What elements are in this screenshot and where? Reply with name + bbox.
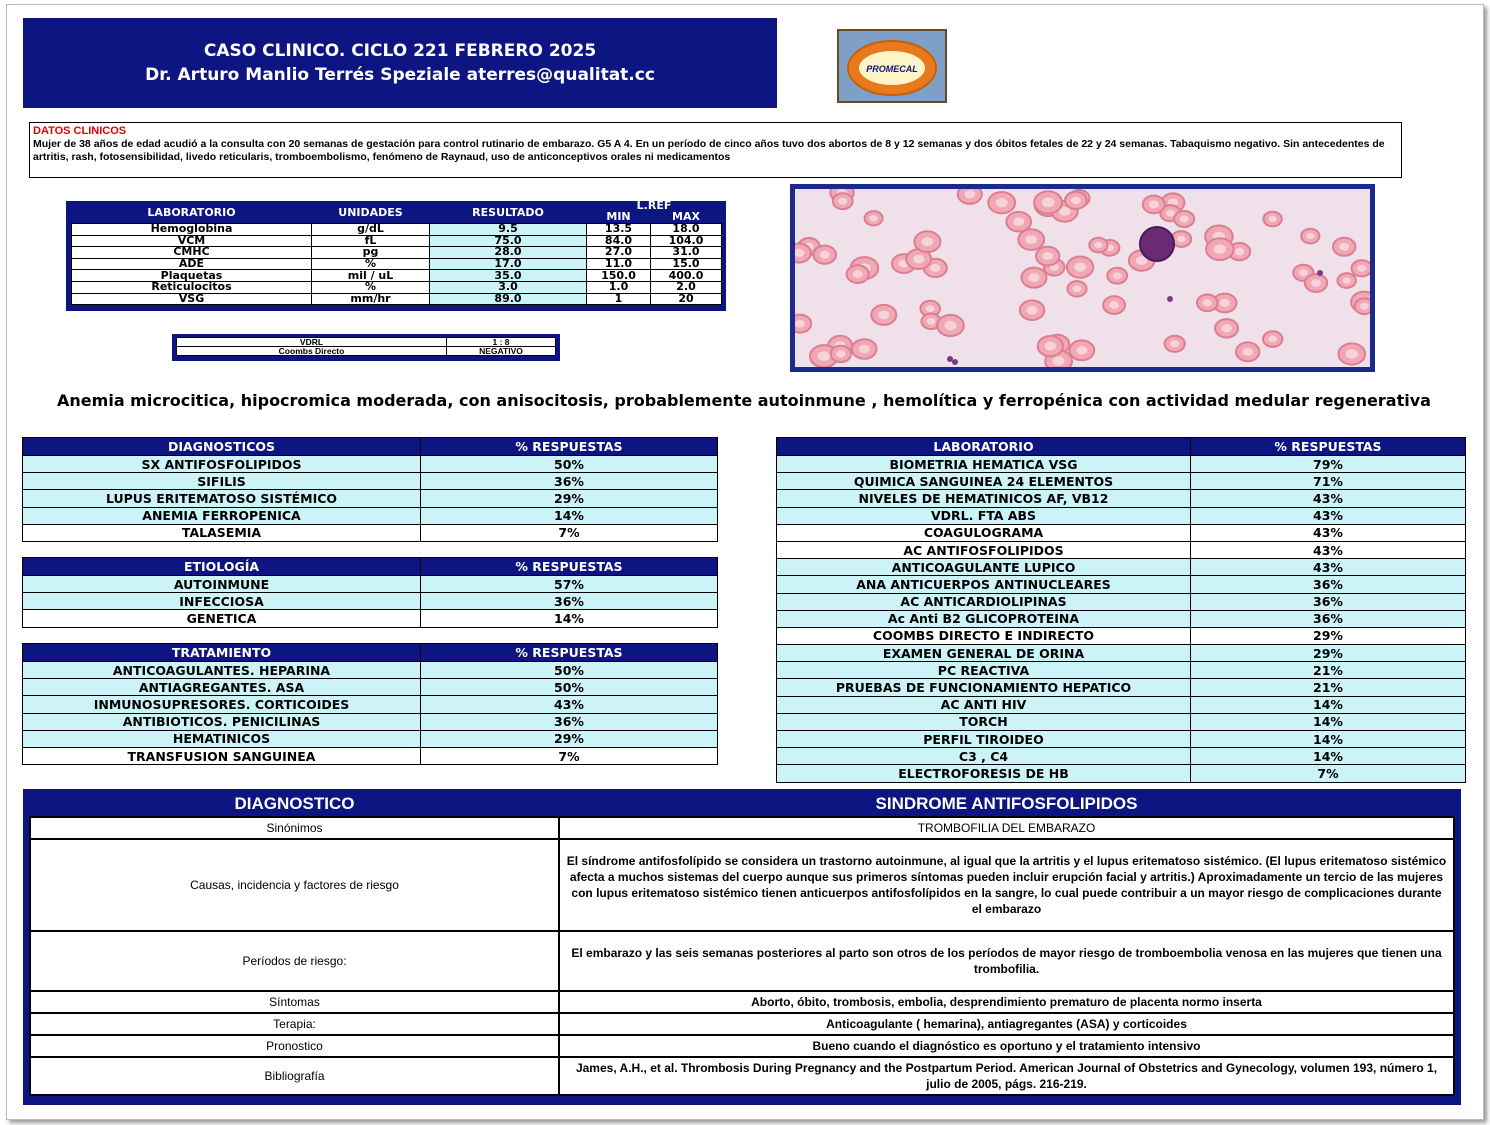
lab-max: 104.0 (651, 235, 722, 247)
diagnostico-label: Causas, incidencia y factores de riesgo (30, 839, 559, 931)
lab-name: CMHC (72, 247, 312, 259)
lab-min: 150.0 (587, 270, 651, 282)
laboratorio-row (777, 456, 1466, 473)
laboratorio-pct: 43% (1191, 541, 1466, 558)
diagnosticos-rows (23, 456, 718, 542)
lab-results-table (71, 201, 722, 305)
red-cell-pallor (838, 198, 847, 205)
laboratorio-label: AC ANTIFOSFOLIPIDOS (777, 541, 1191, 558)
diagnostico-value: El embarazo y las seis semanas posteriores al parto son otros de los períodos de mayor riesgo de tromboembolia venosa en las mujeres que tienen una trombofilia. (559, 931, 1454, 991)
laboratorio-label: PERFIL TIROIDEO (777, 731, 1191, 748)
tratamiento-row (23, 679, 718, 696)
laboratorio-pct: 14% (1191, 696, 1466, 713)
diagnosticos-row (23, 524, 718, 541)
laboratorio-pct: 43% (1191, 559, 1466, 576)
etiologia-label: INFECCIOSA (23, 593, 421, 610)
lab-result: 9.5 (430, 224, 587, 236)
red-cell-pallor (1180, 216, 1189, 223)
etiologia-pct: 36% (421, 593, 718, 610)
serology-row (177, 347, 556, 356)
lymphocyte (1140, 227, 1174, 261)
diagnosticos-section (22, 437, 718, 542)
laboratorio-row (777, 765, 1466, 782)
laboratorio-pct: 79% (1191, 456, 1466, 473)
syndrome-header: SINDROME ANTIFOSFOLIPIDOS (875, 794, 1138, 813)
laboratorio-row (777, 490, 1466, 507)
laboratorio-row (777, 645, 1466, 662)
platelet (952, 359, 958, 365)
laboratorio-header: LABORATORIO (777, 438, 1191, 456)
laboratorio-label: PC REACTIVA (777, 662, 1191, 679)
diagnostico-value: El síndrome antifosfolípido se considera un trastorno autoinmune, al igual que la artritis y el lupus eritematoso sistémico. (El lupus eritematoso sistémico afecta a muchos sistemas del cuerpo aunque sus primeros síntomas pueden incluir erupción facial y artritis.) Aproximadamente un tercio de las mujeres con lupus eritematoso sistémico tienen anticuerpos antifosfolípidos en la sangre, lo cual puede contribuir a un mayor riesgo de complicaciones durante el embarazo (559, 839, 1454, 931)
serology-name: Coombs Directo (177, 347, 447, 356)
etiologia-rows (23, 576, 718, 628)
tratamiento-pct: 50% (421, 662, 718, 679)
laboratorio-section (776, 437, 1466, 783)
red-cell-pallor (1113, 272, 1122, 279)
red-cell-pallor (964, 190, 975, 198)
author-line: Dr. Arturo Manlio Terrés Speziale aterres@qualitat.cc (145, 65, 655, 85)
laboratorio-pct: 14% (1191, 713, 1466, 730)
etiologia-label: GENETICA (23, 610, 421, 627)
diagnostico-header: DIAGNOSTICO (234, 794, 355, 813)
tratamiento-row (23, 713, 718, 730)
laboratorio-row (777, 559, 1466, 576)
laboratorio-label: EXAMEN GENERAL DE ORINA (777, 645, 1191, 662)
laboratorio-pct: 14% (1191, 731, 1466, 748)
red-cell-pallor (878, 311, 889, 320)
lab-name: Reticulocitos (72, 281, 312, 293)
lab-name: VCM (72, 235, 312, 247)
laboratorio-pct: 36% (1191, 593, 1466, 610)
laboratorio-label: NIVELES DE HEMATINICOS AF, VB12 (777, 490, 1191, 507)
case-title: CASO CLINICO. CICLO 221 FEBRERO 2025 (203, 41, 597, 61)
laboratorio-label: ELECTROFORESIS DE HB (777, 765, 1191, 782)
etiologia-row (23, 593, 718, 610)
red-cell-pallor (1025, 235, 1037, 244)
red-cell-pallor (1073, 285, 1082, 292)
etiologia-row (23, 610, 718, 627)
red-cell-pallor (1235, 248, 1245, 256)
lab-min: 27.0 (587, 247, 651, 259)
tratamiento-row (23, 662, 718, 679)
red-cell-pallor (859, 345, 870, 354)
laboratorio-row (777, 524, 1466, 541)
laboratorio-row (777, 507, 1466, 524)
laboratorio-row (777, 679, 1466, 696)
diagnostico-value: James, A.H., et al. Thrombosis During Pregnancy and the Postpartum Period. American Journal of Obstetrics and Gynecology, volumen 193, número 1, julio de 2005, págs. 216-219. (559, 1057, 1454, 1095)
diagnosticos-pct-header: % RESPUESTAS (421, 438, 718, 456)
lab-header: LABORATORIO (147, 205, 236, 219)
tratamiento-pct: 36% (421, 713, 718, 730)
laboratorio-row (777, 627, 1466, 644)
laboratorio-label: COAGULOGRAMA (777, 524, 1191, 541)
red-cell-pallor (1343, 277, 1351, 283)
diagnostico-row (30, 817, 1454, 839)
red-cell-pallor (1149, 201, 1159, 209)
diagnosticos-label: LUPUS ERITEMATOSO SISTÉMICO (23, 490, 421, 507)
laboratorio-table (776, 437, 1466, 783)
etiologia-pct: 57% (421, 576, 718, 593)
lab-result: 75.0 (430, 235, 587, 247)
diagnosticos-pct: 36% (421, 473, 718, 490)
laboratorio-row (777, 662, 1466, 679)
laboratorio-pct: 36% (1191, 610, 1466, 627)
diagnostico-row (30, 931, 1454, 991)
logo-graphic (839, 31, 945, 101)
serology-value: 1 : 8 (447, 338, 556, 347)
laboratorio-label: TORCH (777, 713, 1191, 730)
red-cell-pallor (1013, 217, 1024, 226)
red-cell-pallor (1360, 303, 1369, 310)
laboratorio-label: BIOMETRIA HEMATICA VSG (777, 456, 1191, 473)
laboratorio-rows (777, 456, 1466, 783)
promecal-logo (837, 29, 947, 103)
red-cell-pallor (1042, 252, 1053, 260)
serology-table (176, 337, 556, 356)
blood-smear-image (790, 184, 1375, 372)
diagnosticos-label: SX ANTIFOSFOLIPIDOS (23, 456, 421, 473)
lab-min: 84.0 (587, 235, 651, 247)
tratamiento-pct: 50% (421, 679, 718, 696)
diagnostico-label: Sinónimos (30, 817, 559, 839)
red-cell-pallor (870, 215, 878, 221)
diagnosticos-pct: 50% (421, 456, 718, 473)
lab-max: 18.0 (651, 224, 722, 236)
red-cell-pallor (820, 251, 830, 259)
diagnosis-summary: Anemia microcitica, hipocromica moderada, con anisocitosis, probablemente autoinmune , hemolítica y ferropénica con actividad medular regenerativa (57, 391, 1431, 410)
red-cell-pallor (1028, 273, 1039, 282)
laboratorio-label: AC ANTI HIV (777, 696, 1191, 713)
diagnosticos-label: SIFILIS (23, 473, 421, 490)
laboratorio-row (777, 593, 1466, 610)
diagnostico-row (30, 1035, 1454, 1057)
lab-unit: % (312, 281, 430, 293)
tratamiento-label: ANTIAGREGANTES. ASA (23, 679, 421, 696)
etiologia-pct-header: % RESPUESTAS (421, 558, 718, 576)
diagnostico-label: Pronostico (30, 1035, 559, 1057)
lab-unit: fL (312, 235, 430, 247)
diagnosticos-row (23, 490, 718, 507)
laboratorio-pct: 43% (1191, 507, 1466, 524)
diagnosticos-row (23, 473, 718, 490)
laboratorio-row (777, 696, 1466, 713)
red-cell-pallor (818, 351, 830, 361)
tratamiento-row (23, 747, 718, 764)
red-cell-pallor (1170, 340, 1179, 347)
laboratorio-label: AC ANTICARDIOLIPINAS (777, 593, 1191, 610)
serology-panel (172, 334, 560, 361)
red-cell-pallor (1074, 263, 1086, 272)
red-cell-pallor (945, 321, 957, 330)
tratamiento-label: HEMATINICOS (23, 730, 421, 747)
red-cell-pallor (1177, 236, 1186, 243)
red-cell-pallor (853, 270, 863, 278)
red-cell-pallor (922, 237, 934, 246)
lab-max: 31.0 (651, 247, 722, 259)
laboratorio-label: QUIMICA SANGUINEA 24 ELEMENTOS (777, 473, 1191, 490)
tratamiento-label: ANTICOAGULANTES. HEPARINA (23, 662, 421, 679)
red-cell-pallor (1109, 301, 1119, 309)
laboratorio-pct: 43% (1191, 490, 1466, 507)
etiologia-section (22, 557, 718, 628)
tratamiento-section (22, 643, 718, 765)
result-header: RESULTADO (472, 205, 544, 219)
red-cell-pallor (1269, 216, 1277, 222)
lab-min: 1 (587, 293, 651, 305)
red-cell-pallor (1203, 299, 1212, 306)
red-cell-pallor (1219, 299, 1230, 307)
diagnosticos-pct: 14% (421, 507, 718, 524)
lab-row (72, 281, 722, 293)
serology-value: NEGATIVO (447, 347, 556, 356)
laboratorio-pct: 14% (1191, 748, 1466, 765)
laboratorio-label: Ac Anti B2 GLICOPROTEINA (777, 610, 1191, 627)
red-cell-pallor (913, 255, 924, 264)
platelet (947, 356, 953, 362)
tratamiento-rows (23, 662, 718, 765)
laboratorio-pct-header: % RESPUESTAS (1191, 438, 1466, 456)
platelet (1317, 270, 1323, 276)
serology-name: VDRL (177, 338, 447, 347)
red-cell-pallor (1042, 198, 1054, 208)
etiologia-pct: 14% (421, 610, 718, 627)
red-cell-pallor (926, 305, 935, 312)
laboratorio-pct: 36% (1191, 576, 1466, 593)
etiologia-header: ETIOLOGÍA (23, 558, 421, 576)
lab-unit: mil / uL (312, 270, 430, 282)
min-header: MIN (606, 210, 631, 223)
red-cell-pallor (927, 318, 936, 325)
diagnostico-row (30, 1013, 1454, 1035)
lab-name: Hemoglobina (72, 224, 312, 236)
diagnostico-value: TROMBOFILIA DEL EMBARAZO (559, 817, 1454, 839)
tratamiento-pct: 43% (421, 696, 718, 713)
red-cell-pallor (1339, 243, 1349, 251)
lab-name: ADE (72, 258, 312, 270)
laboratorio-label: ANA ANTICUERPOS ANTINUCLEARES (777, 576, 1191, 593)
laboratorio-row (777, 748, 1466, 765)
diagnostico-row (30, 839, 1454, 931)
etiologia-label: AUTOINMUNE (23, 576, 421, 593)
red-cell-pallor (996, 198, 1008, 207)
red-cell-pallor (1094, 242, 1102, 248)
laboratorio-row (777, 731, 1466, 748)
red-cell-pallor (1053, 356, 1065, 365)
diagnosticos-row (23, 456, 718, 473)
laboratorio-label: COOMBS DIRECTO E INDIRECTO (777, 627, 1191, 644)
tratamiento-label: ANTIBIOTICOS. PENICILINAS (23, 713, 421, 730)
tratamiento-pct: 7% (421, 747, 718, 764)
laboratorio-label: ANTICOAGULANTE LUPICO (777, 559, 1191, 576)
laboratorio-row (777, 576, 1466, 593)
logo-text: PROMECAL (866, 64, 918, 74)
platelet (1167, 296, 1173, 302)
diagnosticos-label: TALASEMIA (23, 524, 421, 541)
red-cell-pallor (930, 264, 940, 272)
tratamiento-pct: 29% (421, 730, 718, 747)
max-header: MAX (672, 210, 700, 223)
lab-min: 1.0 (587, 281, 651, 293)
laboratorio-label: C3 , C4 (777, 748, 1191, 765)
lab-result: 28.0 (430, 247, 587, 259)
lab-unit: pg (312, 247, 430, 259)
laboratorio-label: VDRL. FTA ABS (777, 507, 1191, 524)
laboratorio-row (777, 473, 1466, 490)
lab-max: 15.0 (651, 258, 722, 270)
lab-row (72, 293, 722, 305)
diagnosticos-table (22, 437, 718, 542)
tratamiento-row (23, 696, 718, 713)
diagnostico-label: Síntomas (30, 991, 559, 1013)
red-cell-pallor (1242, 348, 1253, 356)
tratamiento-label: TRANSFUSION SANGUINEA (23, 747, 421, 764)
clinical-title: DATOS CLINICOS (33, 125, 127, 137)
red-cell-pallor (1027, 306, 1038, 315)
diagnosticos-pct: 29% (421, 490, 718, 507)
red-cell-pallor (836, 350, 845, 357)
lab-results-panel (66, 201, 726, 311)
red-cell-pallor (1166, 210, 1175, 217)
lab-max: 20 (651, 293, 722, 305)
tratamiento-label: INMUNOSUPRESORES. CORTICOIDES (23, 696, 421, 713)
red-cell-pallor (1306, 233, 1314, 239)
red-cell-pallor (1299, 269, 1308, 276)
lab-result: 35.0 (430, 270, 587, 282)
laboratorio-pct: 21% (1191, 679, 1466, 696)
laboratorio-row (777, 713, 1466, 730)
tratamiento-table (22, 643, 718, 765)
diagnostico-table (29, 792, 1455, 1096)
diagnosticos-pct: 7% (421, 524, 718, 541)
red-cell-pallor (1221, 324, 1231, 332)
diagnostico-label: Bibliografía (30, 1057, 559, 1095)
diagnostico-label: Terapia: (30, 1013, 559, 1035)
diagnosticos-label: ANEMIA FERROPENICA (23, 507, 421, 524)
lab-unit: mm/hr (312, 293, 430, 305)
lab-name: Plaquetas (72, 270, 312, 282)
red-cell-pallor (1045, 342, 1056, 351)
diagnostico-label: Períodos de riesgo: (30, 931, 559, 991)
lab-result: 89.0 (430, 293, 587, 305)
lab-result: 17.0 (430, 258, 587, 270)
tratamiento-row (23, 730, 718, 747)
lab-unit: % (312, 258, 430, 270)
tratamiento-header: TRATAMIENTO (23, 644, 421, 662)
red-cell-pallor (1346, 349, 1358, 358)
lab-min: 11.0 (587, 258, 651, 270)
laboratorio-pct: 43% (1191, 524, 1466, 541)
etiologia-table (22, 557, 718, 628)
diagnostico-rows (30, 817, 1454, 1095)
red-cell-pallor (795, 320, 805, 328)
tratamiento-pct-header: % RESPUESTAS (421, 644, 718, 662)
units-header: UNIDADES (338, 205, 403, 219)
diagnostico-row (30, 1057, 1454, 1095)
laboratorio-pct: 29% (1191, 645, 1466, 662)
laboratorio-pct: 71% (1191, 473, 1466, 490)
etiologia-row (23, 576, 718, 593)
lab-max: 400.0 (651, 270, 722, 282)
lab-max: 2.0 (651, 281, 722, 293)
red-cell-pallor (1071, 197, 1081, 205)
lab-rows (72, 224, 722, 305)
lab-name: VSG (72, 293, 312, 305)
diagnostico-panel (23, 789, 1461, 1105)
laboratorio-label: PRUEBAS DE FUNCIONAMIENTO HEPATICO (777, 679, 1191, 696)
clinical-text: Mujer de 38 años de edad acudió a la consulta con 20 semanas de gestación para control rutinario de embarazo. G5 A 4. En un período de cinco años tuvo dos abortos de 8 y 12 semanas y dos óbitos fetales de 22 y 24 semanas. Tabaquismo negativo. Sin antecedentes de artritis, rash, fotosensibilidad, livedo reticularis, tromboembolismo, fenómeno de Raynaud, uso de anticonceptivos orales ni medicamentos (33, 138, 1385, 163)
red-cell-pallor (1311, 279, 1321, 287)
red-cell-pallor (1214, 244, 1226, 254)
diagnostico-row (30, 991, 1454, 1013)
laboratorio-pct: 7% (1191, 765, 1466, 782)
laboratorio-pct: 29% (1191, 627, 1466, 644)
red-cell-pallor (1268, 336, 1277, 343)
red-cell-pallor (1076, 346, 1087, 355)
lab-result: 3.0 (430, 281, 587, 293)
lab-min: 13.5 (587, 224, 651, 236)
diagnosticos-header: DIAGNOSTICOS (23, 438, 421, 456)
diagnostico-value: Anticoagulante ( hemarina), antiagregantes (ASA) y corticoides (559, 1013, 1454, 1035)
serology-rows (177, 338, 556, 356)
diagnostico-value: Aborto, óbito, trombosis, embolia, desprendimiento prematuro de placenta normo inserta (559, 991, 1454, 1013)
diagnosticos-row (23, 507, 718, 524)
ref-header: L.REF (636, 199, 672, 212)
red-cell-pallor (1357, 265, 1366, 272)
diagnostico-value: Bueno cuando el diagnóstico es oportuno y el tratamiento intensivo (559, 1035, 1454, 1057)
laboratorio-row (777, 541, 1466, 558)
laboratorio-row (777, 610, 1466, 627)
laboratorio-pct: 21% (1191, 662, 1466, 679)
lab-unit: g/dL (312, 224, 430, 236)
blood-smear-graphic (795, 189, 1370, 367)
header-banner (23, 18, 777, 108)
clinical-data-box (29, 122, 1402, 178)
